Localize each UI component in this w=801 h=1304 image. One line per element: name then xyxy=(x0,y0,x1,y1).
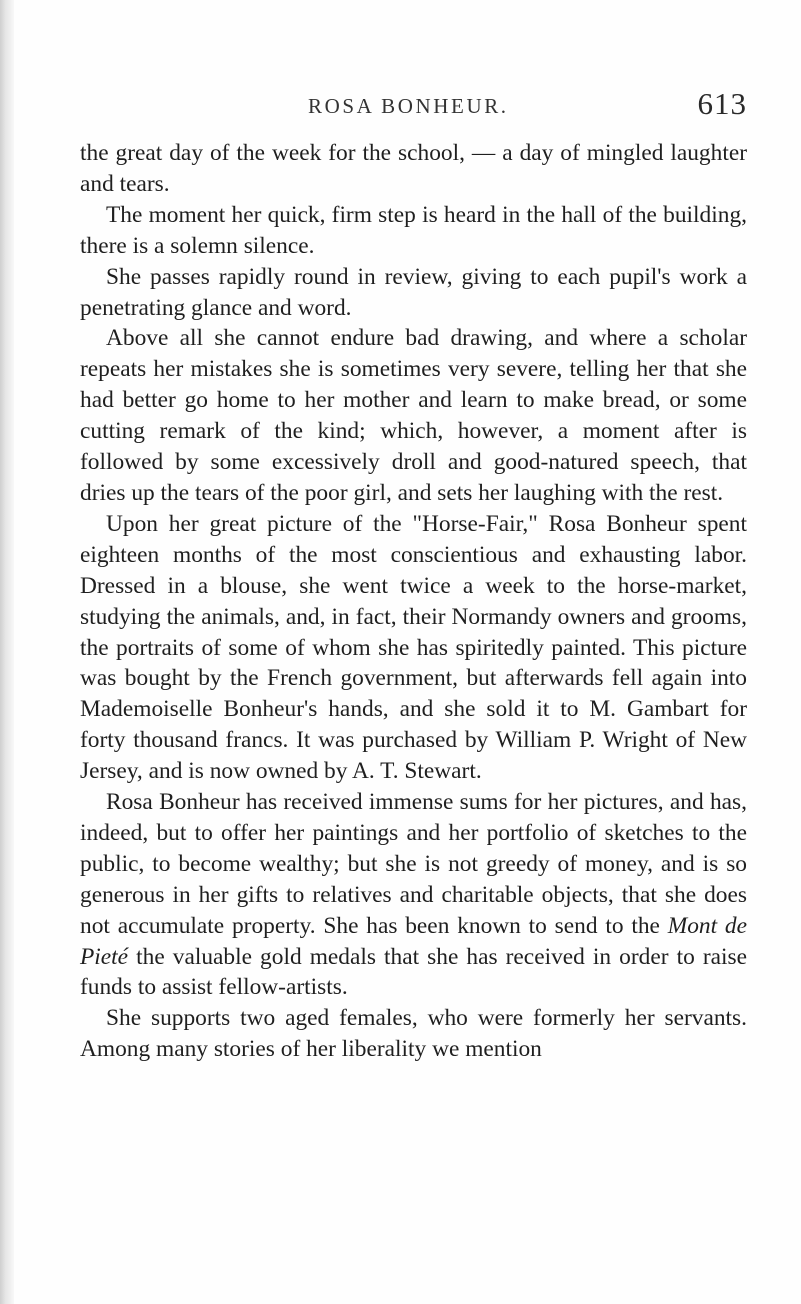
paragraph-6-before: Rosa Bonheur has received immense sums for her pictures, and has, indeed, but to offer her paintings and her portfolio of sketches to the public, to become wealthy; but she is not greedy of money, and is so generous in her gifts to relatives and charitable objects, that she does not accumulate property. She has been known to send to the xyxy=(80,789,747,939)
paragraph-5: Upon her great picture of the "Horse-Fair," Rosa Bonheur spent eighteen months of the most conscientious and exhausting labor. Dressed in a blouse, she went twice a week to the horse-market, studying the animals, and, in fact, their Normandy owners and grooms, the portraits of some of whom she has spiritedly painted. This picture was bought by the French government, but afterwards fell again into Mademoiselle Bonheur's hands, and she sold it to M. Gambart for forty thousand francs. It was purchased by William P. Wright of New Jersey, and is now owned by A. T. Stewart. xyxy=(80,510,747,785)
running-head: ROSA BONHEUR. xyxy=(308,94,509,118)
paragraph-6 xyxy=(80,787,747,1003)
page-number: 613 xyxy=(697,86,747,121)
body-text xyxy=(80,138,747,1065)
paragraph-6-after: the valuable gold medals that she has received in order to raise funds to assist fellow-artists. xyxy=(80,943,747,1001)
mont-de-piete-italic: Mont de Pieté xyxy=(80,912,747,970)
paragraph-2: The moment her quick, firm step is heard in the hall of the building, there is a solemn silence. xyxy=(80,201,747,259)
paragraph-4: Above all she cannot endure bad drawing, and where a scholar repeats her mistakes she is sometimes very severe, telling her that she had better go home to her mother and learn to make bread, or some cutting remark of the kind; which, however, a moment after is followed by some excessively droll and good-natured speech, that dries up the tears of the poor girl, and sets her laughing with the rest. xyxy=(80,325,747,506)
page-header xyxy=(80,86,747,126)
page-gutter-shadow xyxy=(0,0,14,1304)
paragraph-3: She passes rapidly round in review, giving to each pupil's work a penetrating glance and word. xyxy=(80,263,747,321)
paragraph-1: the great day of the week for the school, — a day of mingled laughter and tears. xyxy=(80,140,747,197)
paragraph-7: She supports two aged females, who were formerly her servants. Among many stories of her liberality we mention xyxy=(80,1005,747,1063)
